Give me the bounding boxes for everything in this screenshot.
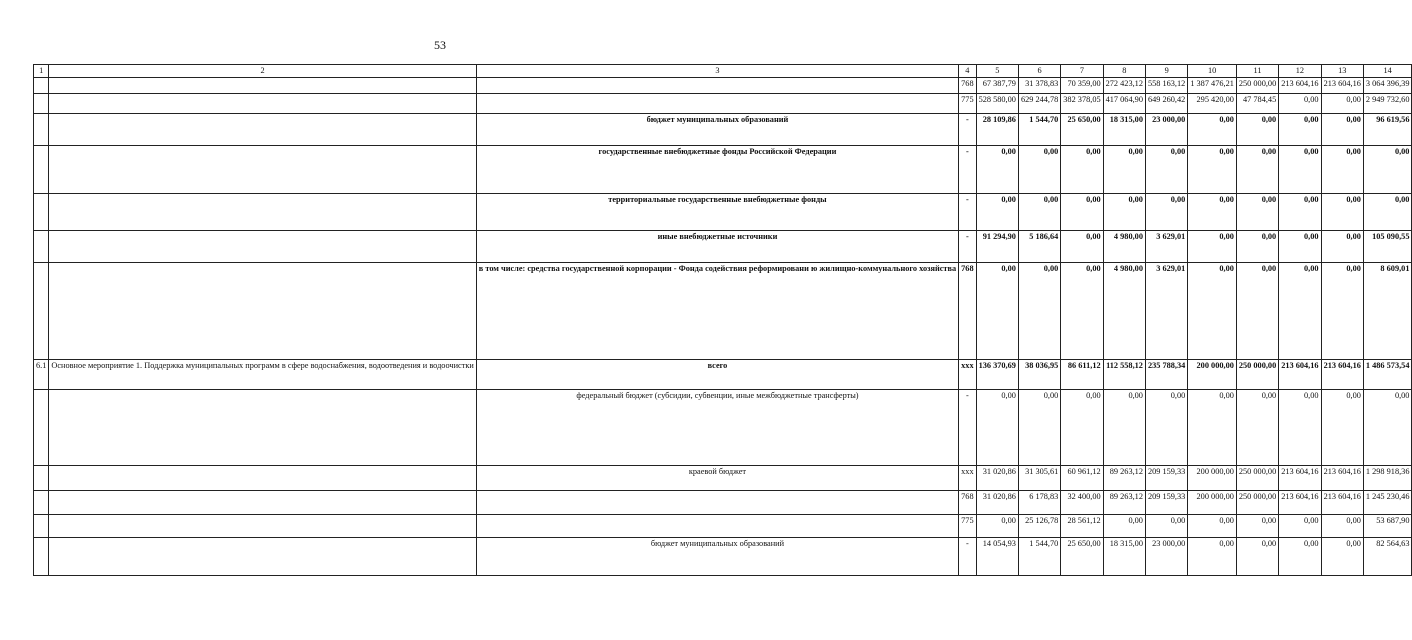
table-row [34,515,1412,538]
amount-cell: 0,00 [976,263,1018,360]
amount-cell: 0,00 [1236,390,1278,466]
amount-cell: 0,00 [1018,390,1060,466]
col-header: 7 [1061,65,1103,78]
col-header: 14 [1363,65,1412,78]
table-row [34,146,1412,194]
table-row [34,360,1412,390]
amount-cell: 250 000,00 [1236,360,1278,390]
row-number-cell [34,538,49,576]
amount-cell: 0,00 [1188,146,1237,194]
amount-cell: 28 561,12 [1061,515,1103,538]
amount-cell: 200 000,00 [1188,360,1237,390]
row-number-cell [34,78,49,94]
funding-source-cell: иные внебюджетные источники [476,231,958,263]
amount-cell: 5 186,64 [1018,231,1060,263]
amount-cell: 25 126,78 [1018,515,1060,538]
col-header: 5 [976,65,1018,78]
row-number-cell [34,515,49,538]
amount-cell: 1 387 476,21 [1188,78,1237,94]
amount-cell: 1 298 918,36 [1363,466,1412,491]
amount-cell: 1 245 230,46 [1363,491,1412,515]
amount-cell: 31 020,86 [976,491,1018,515]
funding-source-cell [476,94,958,114]
col-header: 12 [1279,65,1321,78]
amount-cell: 649 260,42 [1145,94,1187,114]
code-cell: - [959,114,976,146]
funding-source-cell: федеральный бюджет (субсидии, субвенции, иные межбюджетные трансферты) [476,390,958,466]
code-cell: ххх [959,466,976,491]
activity-name-cell [49,466,476,491]
amount-cell: 295 420,00 [1188,94,1237,114]
amount-cell: 0,00 [1321,538,1363,576]
code-cell: 775 [959,94,976,114]
activity-name-cell [49,491,476,515]
amount-cell: 60 961,12 [1061,466,1103,491]
funding-source-cell: территориальные государственные внебюджетные фонды [476,194,958,231]
activity-name-cell [49,114,476,146]
amount-cell: 0,00 [1145,194,1187,231]
amount-cell: 82 564,63 [1363,538,1412,576]
amount-cell: 213 604,16 [1279,78,1321,94]
table-body [34,65,1412,576]
amount-cell: 67 387,79 [976,78,1018,94]
amount-cell: 0,00 [1321,515,1363,538]
amount-cell: 23 000,00 [1145,114,1187,146]
amount-cell: 31 378,83 [1018,78,1060,94]
row-number-cell [34,390,49,466]
code-cell: - [959,231,976,263]
amount-cell: 0,00 [1321,146,1363,194]
table-row [34,194,1412,231]
amount-cell: 0,00 [1061,146,1103,194]
amount-cell: 0,00 [1236,515,1278,538]
amount-cell: 0,00 [1236,231,1278,263]
amount-cell: 1 544,70 [1018,538,1060,576]
amount-cell: 0,00 [1236,114,1278,146]
amount-cell: 0,00 [1103,146,1145,194]
amount-cell: 0,00 [976,390,1018,466]
funding-source-cell: всего [476,360,958,390]
amount-cell: 0,00 [1279,263,1321,360]
amount-cell: 0,00 [1018,146,1060,194]
amount-cell: 0,00 [1145,390,1187,466]
code-cell: 768 [959,491,976,515]
row-number-cell [34,114,49,146]
table-row [34,78,1412,94]
amount-cell: 213 604,16 [1321,78,1363,94]
col-header: 10 [1188,65,1237,78]
amount-cell: 213 604,16 [1279,491,1321,515]
funding-source-cell: бюджет муниципальных образований [476,538,958,576]
amount-cell: 0,00 [976,194,1018,231]
amount-cell: 528 580,00 [976,94,1018,114]
amount-cell: 6 178,83 [1018,491,1060,515]
amount-cell: 0,00 [1236,194,1278,231]
table-row [34,263,1412,360]
amount-cell: 200 000,00 [1188,491,1237,515]
code-cell: 768 [959,78,976,94]
col-header: 13 [1321,65,1363,78]
page-number: 53 [434,38,446,52]
funding-source-cell: государственные внебюджетные фонды Российской Федерации [476,146,958,194]
amount-cell: 112 558,12 [1103,360,1145,390]
amount-cell: 0,00 [1061,263,1103,360]
amount-cell: 0,00 [1188,515,1237,538]
table-row [34,94,1412,114]
amount-cell: 272 423,12 [1103,78,1145,94]
row-number-cell: 6.1 [34,360,49,390]
col-header: 9 [1145,65,1187,78]
row-number-cell [34,194,49,231]
amount-cell: 213 604,16 [1321,360,1363,390]
amount-cell: 0,00 [1188,194,1237,231]
amount-cell: 0,00 [1236,146,1278,194]
amount-cell: 0,00 [1321,263,1363,360]
amount-cell: 0,00 [1188,263,1237,360]
amount-cell: 4 980,00 [1103,231,1145,263]
table-row [34,491,1412,515]
table-row [34,538,1412,576]
funding-source-cell [476,515,958,538]
col-header: 8 [1103,65,1145,78]
col-header: 2 [49,65,476,78]
amount-cell: 0,00 [1279,231,1321,263]
code-cell: - [959,538,976,576]
amount-cell: 200 000,00 [1188,466,1237,491]
amount-cell: 0,00 [1321,390,1363,466]
amount-cell: 0,00 [1321,114,1363,146]
amount-cell: 32 400,00 [1061,491,1103,515]
column-number-row [34,65,1412,78]
table-row [34,466,1412,491]
amount-cell: 0,00 [1321,231,1363,263]
col-header: 1 [34,65,49,78]
amount-cell: 0,00 [1279,94,1321,114]
amount-cell: 31 020,86 [976,466,1018,491]
amount-cell: 25 650,00 [1061,538,1103,576]
amount-cell: 0,00 [1188,538,1237,576]
amount-cell: 8 609,01 [1363,263,1412,360]
amount-cell: 136 370,69 [976,360,1018,390]
activity-name-cell [49,146,476,194]
funding-source-cell [476,491,958,515]
amount-cell: 382 378,05 [1061,94,1103,114]
amount-cell: 96 619,56 [1363,114,1412,146]
amount-cell: 0,00 [1363,194,1412,231]
amount-cell: 0,00 [976,515,1018,538]
activity-name-cell [49,78,476,94]
amount-cell: 3 064 396,39 [1363,78,1412,94]
amount-cell: 0,00 [1145,146,1187,194]
amount-cell: 0,00 [1279,390,1321,466]
budget-table [33,64,1412,576]
amount-cell: 558 163,12 [1145,78,1187,94]
amount-cell: 38 036,95 [1018,360,1060,390]
amount-cell: 89 263,12 [1103,491,1145,515]
funding-source-cell [476,78,958,94]
amount-cell: 250 000,00 [1236,78,1278,94]
activity-name-cell [49,231,476,263]
amount-cell: 0,00 [1103,194,1145,231]
amount-cell: 2 949 732,60 [1363,94,1412,114]
row-number-cell [34,231,49,263]
col-header: 4 [959,65,976,78]
amount-cell: 0,00 [1279,114,1321,146]
funding-source-cell: краевой бюджет [476,466,958,491]
activity-name-cell [49,515,476,538]
amount-cell: 0,00 [1145,515,1187,538]
amount-cell: 0,00 [1321,94,1363,114]
table-row [34,231,1412,263]
amount-cell: 0,00 [1279,146,1321,194]
amount-cell: 0,00 [1018,263,1060,360]
amount-cell: 0,00 [1188,231,1237,263]
activity-name-cell [49,194,476,231]
amount-cell: 0,00 [1236,538,1278,576]
amount-cell: 0,00 [1363,390,1412,466]
amount-cell: 91 294,90 [976,231,1018,263]
amount-cell: 0,00 [976,146,1018,194]
amount-cell: 0,00 [1103,515,1145,538]
funding-source-cell: бюджет муниципальных образований [476,114,958,146]
amount-cell: 0,00 [1103,390,1145,466]
amount-cell: 235 788,34 [1145,360,1187,390]
amount-cell: 0,00 [1188,390,1237,466]
funding-source-cell: в том числе: средства государственной корпорации - Фонда содействия реформировани ю жилищно-коммунального хозяйства [476,263,958,360]
activity-name-cell [49,390,476,466]
amount-cell: 3 629,01 [1145,263,1187,360]
amount-cell: 70 359,00 [1061,78,1103,94]
amount-cell: 213 604,16 [1321,466,1363,491]
row-number-cell [34,491,49,515]
table-row [34,390,1412,466]
amount-cell: 629 244,78 [1018,94,1060,114]
amount-cell: 0,00 [1279,515,1321,538]
amount-cell: 31 305,61 [1018,466,1060,491]
code-cell: ххх [959,360,976,390]
amount-cell: 3 629,01 [1145,231,1187,263]
row-number-cell [34,466,49,491]
amount-cell: 250 000,00 [1236,466,1278,491]
amount-cell: 0,00 [1321,194,1363,231]
amount-cell: 0,00 [1061,194,1103,231]
amount-cell: 0,00 [1188,114,1237,146]
amount-cell: 25 650,00 [1061,114,1103,146]
amount-cell: 209 159,33 [1145,466,1187,491]
amount-cell: 89 263,12 [1103,466,1145,491]
amount-cell: 0,00 [1236,263,1278,360]
amount-cell: 0,00 [1061,390,1103,466]
code-cell: 775 [959,515,976,538]
activity-name-cell [49,263,476,360]
code-cell: - [959,146,976,194]
amount-cell: 18 315,00 [1103,114,1145,146]
amount-cell: 250 000,00 [1236,491,1278,515]
col-header: 11 [1236,65,1278,78]
activity-name-cell [49,538,476,576]
row-number-cell [34,146,49,194]
amount-cell: 0,00 [1279,194,1321,231]
amount-cell: 0,00 [1018,194,1060,231]
amount-cell: 1 544,70 [1018,114,1060,146]
amount-cell: 1 486 573,54 [1363,360,1412,390]
table-row [34,114,1412,146]
amount-cell: 86 611,12 [1061,360,1103,390]
code-cell: 768 [959,263,976,360]
amount-cell: 417 064,90 [1103,94,1145,114]
amount-cell: 0,00 [1363,146,1412,194]
code-cell: - [959,194,976,231]
amount-cell: 23 000,00 [1145,538,1187,576]
activity-name-cell: Основное мероприятие 1. Поддержка муниципальных программ в сфере водоснабжения, водоотведения и водоочистки [49,360,476,390]
amount-cell: 213 604,16 [1279,466,1321,491]
activity-name-cell [49,94,476,114]
code-cell: - [959,390,976,466]
amount-cell: 209 159,33 [1145,491,1187,515]
amount-cell: 0,00 [1061,231,1103,263]
amount-cell: 213 604,16 [1321,491,1363,515]
amount-cell: 53 687,90 [1363,515,1412,538]
amount-cell: 4 980,00 [1103,263,1145,360]
amount-cell: 213 604,16 [1279,360,1321,390]
amount-cell: 0,00 [1279,538,1321,576]
amount-cell: 47 784,45 [1236,94,1278,114]
row-number-cell [34,263,49,360]
amount-cell: 105 090,55 [1363,231,1412,263]
col-header: 3 [476,65,958,78]
amount-cell: 18 315,00 [1103,538,1145,576]
amount-cell: 14 054,93 [976,538,1018,576]
col-header: 6 [1018,65,1060,78]
amount-cell: 28 109,86 [976,114,1018,146]
row-number-cell [34,94,49,114]
